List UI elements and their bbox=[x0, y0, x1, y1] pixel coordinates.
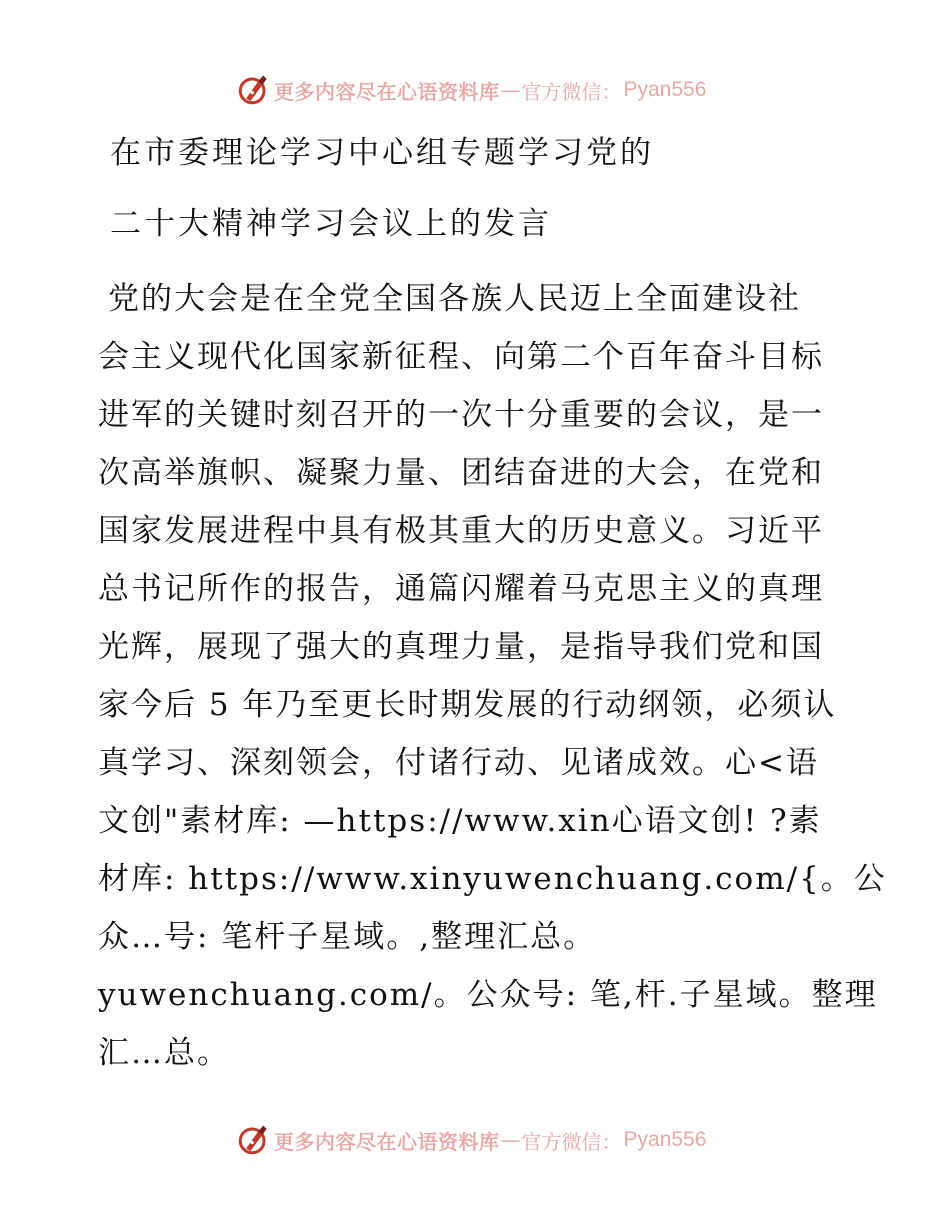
body-line: 家今后 5 年乃至更长时期发展的行动纲领，必须认 bbox=[98, 687, 837, 723]
banner-slogan: 更多内容尽在心语资料库 bbox=[274, 79, 500, 104]
body-line: 光辉，展现了强大的真理力量，是指导我们党和国 bbox=[98, 629, 824, 665]
body-line: 总书记所作的报告，通篇闪耀着马克思主义的真理 bbox=[98, 571, 824, 607]
body-line: 汇…总。 bbox=[98, 1035, 230, 1071]
document-body bbox=[98, 270, 887, 1082]
banner-dash: — bbox=[500, 78, 521, 102]
footer-banner bbox=[0, 1120, 950, 1160]
body-line: 文创"素材库: —https://www.xin心语文创! ?素 bbox=[98, 803, 822, 839]
body-line: 国家发展进程中具有极其重大的历史意义。习近平 bbox=[98, 513, 824, 549]
banner-wechat-label: 官方微信： bbox=[521, 79, 622, 104]
body-line: 真学习、深刻领会，付诸行动、见诸成效。心<语 bbox=[98, 745, 819, 781]
body-line: 进军的关键时刻召开的一次十分重要的会议，是一 bbox=[98, 397, 824, 433]
body-line: 材库: https://www.xinyuwenchuang.com/{。公 bbox=[98, 861, 887, 897]
banner-dash: — bbox=[500, 1128, 521, 1152]
header-banner bbox=[0, 70, 950, 110]
banner-wechat-label: 官方微信： bbox=[521, 1129, 622, 1154]
body-line: 党的大会是在全党全国各族人民迈上全面建设社 bbox=[108, 281, 801, 317]
pen-logo-icon bbox=[236, 73, 270, 107]
body-line: 众…号: 笔杆子星域。,整理汇总。 bbox=[98, 919, 597, 955]
pen-logo-icon bbox=[236, 1123, 270, 1157]
body-line: 会主义现代化国家新征程、向第二个百年奋斗目标 bbox=[98, 339, 824, 375]
body-line: 次高举旗帜、凝聚力量、团结奋进的大会，在党和 bbox=[98, 455, 824, 491]
document-title-line-2: 二十大精神学习会议上的发言 bbox=[110, 206, 552, 242]
banner-wechat-id: Pyan556 bbox=[623, 78, 707, 101]
body-line: yuwenchuang.com/。公众号: 笔,杆.子星域。整理 bbox=[98, 977, 878, 1013]
banner-slogan: 更多内容尽在心语资料库 bbox=[274, 1129, 500, 1154]
banner-wechat-id: Pyan556 bbox=[623, 1128, 707, 1151]
document-title-line-1: 在市委理论学习中心组专题学习党的 bbox=[110, 135, 654, 171]
